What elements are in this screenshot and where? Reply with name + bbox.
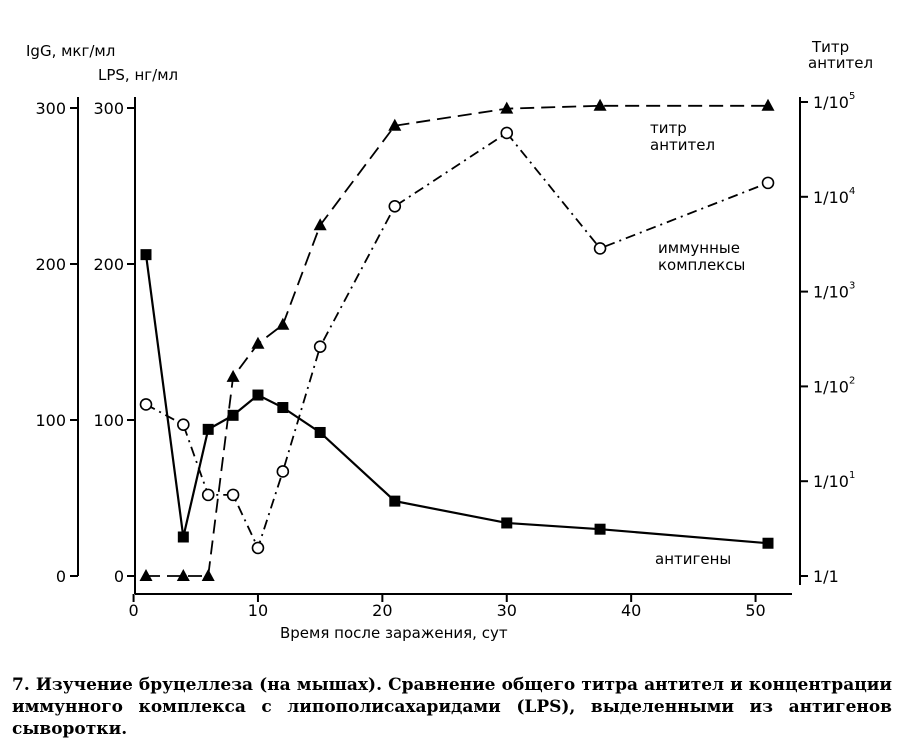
data-point-circle (389, 201, 400, 212)
left-axis-ticks (35, 99, 135, 586)
x-axis-tick-label: 40 (620, 601, 642, 620)
x-axis-tick-label: 30 (496, 601, 517, 620)
series-label: титр (650, 119, 687, 137)
x-axis-tick-label: 10 (247, 601, 269, 620)
data-point-triangle (227, 370, 240, 382)
data-point-square (595, 524, 606, 535)
data-point-square (178, 532, 189, 543)
x-axis-tick-label: 0 (128, 601, 139, 620)
data-point-circle (228, 489, 239, 500)
left-axis-2-tick-label: 300 (93, 99, 124, 118)
data-point-circle (315, 341, 326, 352)
right-axis-label-line1: Титр (812, 38, 850, 56)
right-axis-label-line2: антител (808, 54, 874, 72)
data-point-triangle (202, 569, 215, 581)
left-axis-1-tick-label: 0 (55, 567, 66, 586)
x-axis-tick-label: 20 (372, 601, 393, 620)
left-axis-2-tick-label: 0 (113, 567, 124, 586)
data-point-circle (595, 243, 606, 254)
data-point-triangle (140, 569, 153, 581)
data-point-square (228, 410, 239, 421)
series-label: антигены (655, 550, 732, 568)
series-label: комплексы (658, 256, 746, 274)
left-axis-1-tick-label: 200 (35, 255, 66, 274)
right-axis-tick-label: $1/10^3$ (813, 280, 856, 302)
data-point-square (203, 424, 214, 435)
data-point-square (252, 390, 263, 401)
x-axis-ticks (128, 594, 765, 620)
data-point-triangle (177, 569, 190, 581)
right-axis-tick-label: 1/1 (813, 567, 839, 586)
left-axis-1-tick-label: 100 (35, 411, 66, 430)
data-point-triangle (594, 99, 607, 111)
left-axis-2-tick-label: 100 (93, 411, 124, 430)
left-axis-2-tick-label: 200 (93, 255, 124, 274)
figure-caption: 7. Изучение бруцеллеза (на мышах). Сравнение общего титра антител и концентрации иммунного комплекса с липополисахаридами (LPS), выделенными из антигенов сыворотки. (12, 675, 892, 739)
left-axis-2-label: LPS, нг/мл (98, 66, 179, 84)
data-point-square (277, 402, 288, 413)
data-point-triangle (762, 99, 775, 111)
data-point-square (763, 538, 774, 549)
data-point-circle (277, 466, 288, 477)
series-group (140, 99, 775, 581)
series-line-square (146, 255, 768, 544)
series-line-triangle (146, 106, 768, 576)
series-label: иммунные (658, 239, 740, 257)
data-point-circle (501, 127, 512, 138)
data-point-circle (763, 177, 774, 188)
left-axis-1-tick-label: 300 (35, 99, 66, 118)
x-axis-tick-label: 50 (745, 601, 766, 620)
right-axis-tick-label: $1/10^4$ (813, 185, 856, 207)
right-axis-tick-label: $1/10^1$ (813, 470, 856, 492)
data-point-square (389, 496, 400, 507)
data-point-circle (252, 542, 263, 553)
series-labels (650, 119, 745, 568)
left-axis-1-label: IgG, мкг/мл (26, 42, 116, 60)
data-point-triangle (276, 318, 289, 330)
right-axis-ticks (800, 91, 855, 586)
x-axis-label: Время после заражения, сут (280, 624, 508, 642)
series-line-circle (146, 133, 768, 548)
data-point-circle (178, 419, 189, 430)
data-point-square (315, 427, 326, 438)
series-label: антител (650, 136, 716, 154)
data-point-square (141, 249, 152, 260)
right-axis-tick-label: $1/10^2$ (813, 375, 856, 397)
data-point-circle (203, 489, 214, 500)
right-axis-tick-label: $1/10^5$ (813, 91, 856, 112)
data-point-triangle (251, 337, 264, 349)
data-point-square (501, 517, 512, 528)
data-point-circle (141, 399, 152, 410)
